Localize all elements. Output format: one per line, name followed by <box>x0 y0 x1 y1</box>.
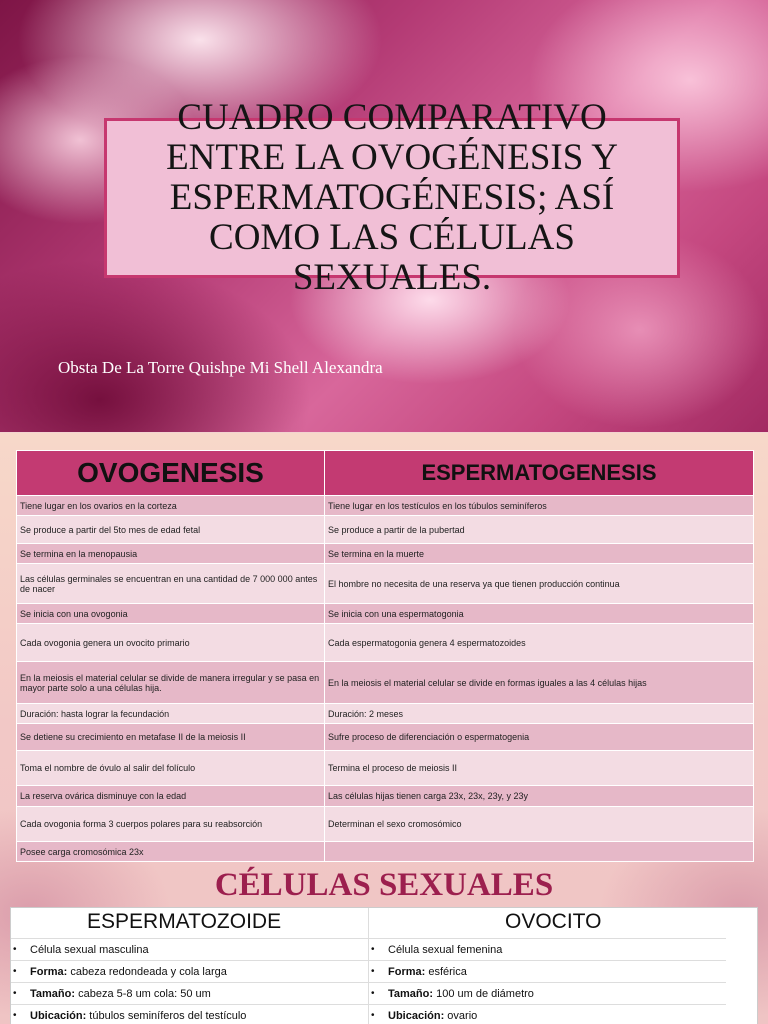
table-row <box>17 624 754 662</box>
table-cell: Se produce a partir del 5to mes de edad fetal <box>17 516 325 544</box>
table-row <box>17 704 754 724</box>
item-label: Tamaño: <box>388 988 434 1000</box>
item-label: Ubicación: <box>388 1010 445 1022</box>
table-cell: Posee carga cromosómica 23x <box>17 842 325 862</box>
table-cell: Las células hijas tienen carga 23x, 23x, 23y, y 23y <box>325 786 754 807</box>
table-cell: Sufre proceso de diferenciación o espermatogenia <box>325 724 754 751</box>
table-cell: Tiene lugar en los testículos en los túbulos seminíferos <box>325 496 754 516</box>
list-item <box>11 983 368 1005</box>
bullet-icon: • <box>371 1010 375 1021</box>
header-espermatogenesis: ESPERMATOGENESIS <box>325 451 754 496</box>
sperm-header <box>11 908 368 939</box>
item-text: 100 um de diámetro <box>433 988 534 1000</box>
bullet-icon: • <box>13 988 17 999</box>
item-text: Célula sexual masculina <box>30 944 149 956</box>
slide-title: CUADRO COMPARATIVO ENTRE LA OVOGÉNESIS Y ESPERMATOGÉNESIS; ASÍ COMO LAS CÉLULAS SEXUALES. <box>166 97 618 298</box>
oocyte-header-label: OVOCITO <box>505 910 602 933</box>
table-cell: En la meiosis el material celular se divide en formas iguales a las 4 células hijas <box>325 662 754 704</box>
table-row <box>17 807 754 842</box>
table-row <box>17 544 754 564</box>
table-cell: Duración: hasta lograr la fecundación <box>17 704 325 724</box>
bullet-icon: • <box>371 988 375 999</box>
table-cell: Se termina en la menopausia <box>17 544 325 564</box>
oocyte-column <box>369 908 726 1024</box>
comparison-header-row <box>17 451 754 496</box>
item-text: cabeza redondeada y cola larga <box>67 966 227 978</box>
bullet-icon: • <box>371 966 375 977</box>
table-cell: Se termina en la muerte <box>325 544 754 564</box>
list-item <box>11 1005 368 1024</box>
list-item <box>369 939 726 961</box>
author-name: Obsta De La Torre Quishpe Mi Shell Alexandra <box>58 358 383 377</box>
list-item <box>369 1005 726 1024</box>
table-cell: Tiene lugar en los ovarios en la corteza <box>17 496 325 516</box>
table-cell: El hombre no necesita de una reserva ya que tienen producción continua <box>325 564 754 604</box>
item-text: esférica <box>425 966 467 978</box>
table-row <box>17 842 754 862</box>
table-row <box>17 604 754 624</box>
table-cell: Se inicia con una ovogonia <box>17 604 325 624</box>
oocyte-header <box>369 908 726 939</box>
item-text: túbulos seminíferos del testículo <box>86 1010 247 1022</box>
sexual-cells-table <box>10 907 758 1024</box>
table-cell: Toma el nombre de óvulo al salir del folículo <box>17 751 325 786</box>
table-row <box>17 564 754 604</box>
bullet-icon: • <box>371 944 375 955</box>
title-slide <box>0 0 768 432</box>
table-row <box>17 516 754 544</box>
item-text: ovario <box>444 1010 478 1022</box>
bullet-icon: • <box>13 944 17 955</box>
item-label: Forma: <box>388 966 426 978</box>
table-row <box>17 786 754 807</box>
table-cell: Se produce a partir de la pubertad <box>325 516 754 544</box>
list-item <box>369 961 726 983</box>
item-text: cabeza 5-8 um cola: 50 um <box>75 988 211 1000</box>
item-label: Tamaño: <box>30 988 76 1000</box>
list-item <box>369 983 726 1005</box>
sexual-cells-title: CÉLULAS SEXUALES <box>214 867 554 903</box>
table-cell: Duración: 2 meses <box>325 704 754 724</box>
sperm-header-label: ESPERMATOZOIDE <box>87 910 282 933</box>
table-row <box>17 724 754 751</box>
sperm-column <box>11 908 368 1024</box>
table-cell: Cada ovogonia forma 3 cuerpos polares para su reabsorción <box>17 807 325 842</box>
list-item <box>11 939 368 961</box>
table-cell: En la meiosis el material celular se divide de manera irregular y se pasa en mayor parte solo a una células hija. <box>17 662 325 704</box>
table-row <box>17 496 754 516</box>
table-cell: Termina el proceso de meiosis II <box>325 751 754 786</box>
table-row <box>17 751 754 786</box>
table-cell <box>325 842 754 862</box>
table-row <box>17 662 754 704</box>
list-item <box>11 961 368 983</box>
table-cell: Las células germinales se encuentran en una cantidad de 7 000 000 antes de nacer <box>17 564 325 604</box>
item-label: Ubicación: <box>30 1010 87 1022</box>
table-cell: Determinan el sexo cromosómico <box>325 807 754 842</box>
table-cell: Se inicia con una espermatogonia <box>325 604 754 624</box>
table-cell: La reserva ovárica disminuye con la edad <box>17 786 325 807</box>
comparison-table <box>16 450 754 862</box>
table-cell: Se detiene su crecimiento en metafase II de la meiosis II <box>17 724 325 751</box>
bullet-icon: • <box>13 1010 17 1021</box>
item-text: Célula sexual femenina <box>388 944 503 956</box>
bullet-icon: • <box>13 966 17 977</box>
comparison-slide <box>0 433 768 1024</box>
table-cell: Cada espermatogonia genera 4 espermatozoides <box>325 624 754 662</box>
title-box <box>104 97 680 298</box>
header-ovogenesis: OVOGENESIS <box>17 451 325 496</box>
table-cell: Cada ovogonia genera un ovocito primario <box>17 624 325 662</box>
item-label: Forma: <box>30 966 68 978</box>
